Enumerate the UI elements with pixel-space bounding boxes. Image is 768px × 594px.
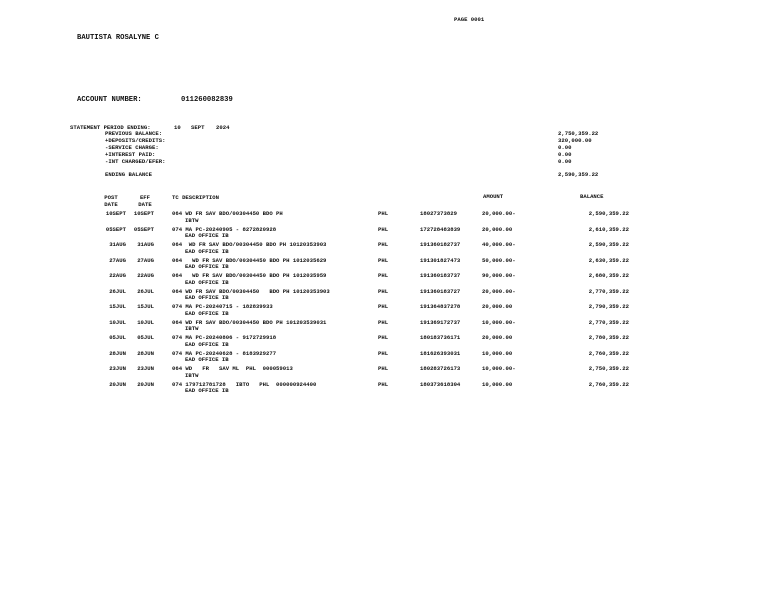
cell-eff-date: 20JUN xyxy=(137,380,154,388)
cell-reference: 191364837278 xyxy=(420,303,461,310)
cell-amount: 50,000.00- xyxy=(482,256,516,264)
cell-description-continuation: EAD OFFICE IB xyxy=(185,232,229,239)
cell-amount: 20,000.00- xyxy=(482,287,516,295)
cell-description-continuation: IBTW xyxy=(185,325,199,332)
cell-post-date: 10SEPT xyxy=(105,210,126,217)
cell-amount: 20,000.00 xyxy=(482,303,513,310)
statement-period-year: 2024 xyxy=(216,124,230,131)
cell-amount: 20,000.00- xyxy=(482,210,516,217)
cell-currency: PHL xyxy=(378,318,389,326)
cell-description: 064 WD FR SAV ML PHL 000059013 xyxy=(172,365,293,372)
cell-amount: 20,000.00 xyxy=(482,334,513,341)
cell-eff-date: 27AUG xyxy=(137,256,154,264)
cell-eff-date: 28JUN xyxy=(137,349,154,357)
cell-eff-date: 10JUL xyxy=(137,318,154,326)
cell-currency: PHL xyxy=(378,365,389,372)
cell-post-date: 05JUL xyxy=(109,334,126,341)
cell-eff-date: 15JUL xyxy=(137,303,154,310)
cell-reference: 180183736171 xyxy=(420,334,461,341)
customer-name: BAUTISTA ROSALYNE C xyxy=(77,34,159,42)
cell-reference: 180373618304 xyxy=(420,380,461,388)
cell-eff-date: 05JUL xyxy=(137,334,154,341)
cell-post-date: 20JUN xyxy=(109,380,126,388)
cell-currency: PHL xyxy=(378,349,389,357)
column-eff-date-bottom: DATE xyxy=(138,201,152,208)
cell-reference: 191360183737 xyxy=(420,272,461,279)
cell-post-date: 22AUG xyxy=(109,272,126,279)
cell-reference: 191360183727 xyxy=(420,287,461,295)
cell-reference: 191360182737 xyxy=(420,241,461,248)
cell-post-date: 28JUN xyxy=(109,349,126,357)
cell-description: 074 MA PC-20240628 - 8183929277 xyxy=(172,349,277,357)
cell-reference: 191301827473 xyxy=(420,256,461,264)
cell-currency: PHL xyxy=(378,303,389,310)
cell-description: 074 179712781728 IBTO PHL 000000924400 xyxy=(172,380,317,388)
summary-label: +DEPOSITS/CREDITS: xyxy=(105,137,166,144)
cell-amount: 20,000.00 xyxy=(482,225,513,233)
cell-post-date: 15JUL xyxy=(109,303,126,310)
cell-currency: PHL xyxy=(378,334,389,341)
summary-value: 2,750,359.22 xyxy=(558,130,599,137)
cell-post-date: 31AUG xyxy=(109,241,126,248)
account-number-label: ACCOUNT NUMBER: xyxy=(77,96,142,104)
cell-description-continuation: EAD OFFICE IB xyxy=(185,294,229,301)
cell-balance: 2,750,359.22 xyxy=(588,365,629,372)
cell-eff-date: 23JUN xyxy=(137,365,154,372)
cell-currency: PHL xyxy=(378,241,389,248)
cell-balance: 2,760,359.22 xyxy=(588,380,629,388)
cell-reference: 191369172737 xyxy=(420,318,461,326)
statement-period-day: 10 xyxy=(174,124,181,131)
cell-balance: 2,770,359.22 xyxy=(588,287,629,295)
summary-label: +INTEREST PAID: xyxy=(105,151,156,158)
cell-description-continuation: IBTW xyxy=(185,371,199,379)
cell-currency: PHL xyxy=(378,210,389,217)
cell-currency: PHL xyxy=(378,256,389,264)
cell-reference: 181626393031 xyxy=(420,349,461,357)
cell-description: 064 WD FR SAV BDO/00304450 BDO PH 1012035959 xyxy=(172,272,327,279)
cell-description-continuation: EAD OFFICE IB xyxy=(185,387,229,394)
cell-description: 064 WD FR SAV BDO/00304450 BDO PH 1012035629 xyxy=(172,256,327,264)
statement-period-month: SEPT xyxy=(191,124,205,131)
cell-balance: 2,590,359.22 xyxy=(588,210,629,217)
cell-currency: PHL xyxy=(378,272,389,279)
cell-description: 074 MA PC-20240806 - 9172729918 xyxy=(172,334,277,341)
cell-post-date: 10JUL xyxy=(109,318,126,326)
cell-description: 064 WD FR SAV BDO/00304450 BDO PH 10120353903 xyxy=(172,287,330,295)
cell-amount: 90,000.00- xyxy=(482,272,516,279)
cell-description-continuation: IBTW xyxy=(185,216,199,224)
ending-balance-label: ENDING BALANCE xyxy=(105,171,152,178)
summary-value: 0.00 xyxy=(558,158,572,165)
account-number-value: 011260082839 xyxy=(181,96,233,104)
cell-amount: 10,000.00 xyxy=(482,349,513,357)
column-post-date-top: POST xyxy=(104,194,118,201)
summary-value: 0.00 xyxy=(558,151,572,158)
cell-eff-date: 05SEPT xyxy=(133,225,154,233)
cell-reference: 18027373829 xyxy=(420,210,457,217)
summary-label: PREVIOUS BALANCE: xyxy=(105,130,163,137)
cell-balance: 2,790,359.22 xyxy=(588,303,629,310)
cell-amount: 10,000.00- xyxy=(482,365,516,372)
cell-eff-date: 22AUG xyxy=(137,272,154,279)
cell-balance: 2,630,359.22 xyxy=(588,256,629,264)
cell-description-continuation: EAD OFFICE IB xyxy=(185,340,229,348)
cell-balance: 2,760,359.22 xyxy=(588,349,629,357)
cell-description: 064 WD FR SAV BDO/00304450 BDO PH 10120353903 xyxy=(172,241,327,248)
cell-eff-date: 26JUL xyxy=(137,287,154,295)
cell-reference: 172728483839 xyxy=(420,225,461,233)
column-eff-date-top: EFF xyxy=(139,194,151,201)
summary-value: 0.00 xyxy=(558,144,572,151)
cell-description-continuation: EAD OFFICE IB xyxy=(185,247,229,255)
cell-post-date: 23JUN xyxy=(109,365,126,372)
cell-description-continuation: EAD OFFICE IB xyxy=(185,309,229,317)
cell-eff-date: 10SEPT xyxy=(133,210,154,217)
cell-post-date: 05SEPT xyxy=(105,225,126,233)
cell-balance: 2,680,359.22 xyxy=(588,272,629,279)
cell-amount: 40,000.00- xyxy=(482,241,516,248)
page-number: PAGE 0001 xyxy=(454,16,485,23)
cell-balance: 2,590,359.22 xyxy=(588,241,629,248)
column-amount: AMOUNT xyxy=(483,193,504,200)
cell-reference: 180283726173 xyxy=(420,365,461,372)
cell-eff-date: 31AUG xyxy=(137,241,154,248)
cell-balance: 2,780,359.22 xyxy=(588,334,629,341)
statement-period-label: STATEMENT PERIOD ENDING: xyxy=(70,124,151,131)
cell-description-continuation: EAD OFFICE IB xyxy=(185,263,229,270)
cell-description: 064 WD FR SAV BDO/00304450 BDO PH 101203539031 xyxy=(172,318,327,326)
column-description: TC DESCRIPTION xyxy=(172,194,219,201)
cell-description-continuation: EAD OFFICE IB xyxy=(185,278,229,286)
summary-value: 320,000.00 xyxy=(558,137,592,144)
cell-description: 064 WD FR SAV BDO/00304450 BDO PH xyxy=(172,210,283,217)
ending-balance-value: 2,590,359.22 xyxy=(558,171,599,178)
column-post-date-bottom: DATE xyxy=(104,201,118,208)
cell-currency: PHL xyxy=(378,380,389,388)
column-balance: BALANCE xyxy=(580,193,604,200)
cell-currency: PHL xyxy=(378,287,389,295)
cell-post-date: 27AUG xyxy=(109,256,126,264)
cell-balance: 2,770,359.22 xyxy=(588,318,629,326)
cell-post-date: 26JUL xyxy=(109,287,126,295)
summary-label: -SERVICE CHARGE: xyxy=(105,144,159,151)
cell-amount: 10,000.00 xyxy=(482,380,513,388)
cell-currency: PHL xyxy=(378,225,389,233)
cell-description: 074 MA PC-20240905 - 8272820928 xyxy=(172,225,277,233)
cell-balance: 2,610,359.22 xyxy=(588,225,629,233)
cell-description: 074 MA PC-20240715 - 182839933 xyxy=(172,303,273,310)
cell-description-continuation: EAD OFFICE IB xyxy=(185,356,229,363)
cell-amount: 10,000.00- xyxy=(482,318,516,326)
summary-label: -INT CHARGED/EFER: xyxy=(105,158,166,165)
